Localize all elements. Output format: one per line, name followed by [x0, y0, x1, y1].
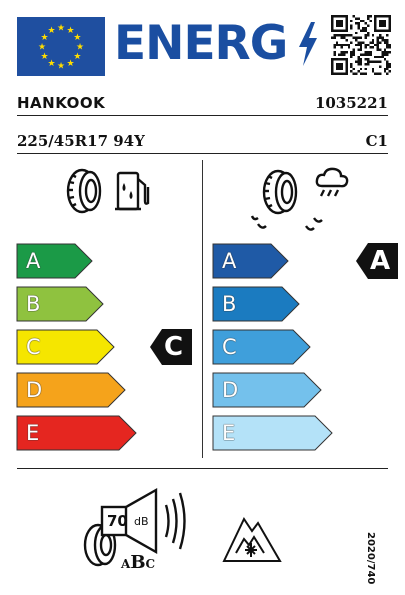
eu-star: ★	[47, 26, 56, 37]
noise-class-b: B	[130, 552, 146, 573]
wet-grip-indicator-label: A	[370, 246, 391, 276]
eu-star: ★	[56, 61, 66, 72]
noise-class-a: A	[121, 557, 131, 571]
divider-line	[17, 153, 388, 154]
wet-bar-label: B	[222, 292, 237, 316]
fuel-bar-c	[17, 330, 115, 364]
fuel-bar-label: A	[26, 249, 41, 273]
eu-star: ★	[66, 26, 75, 37]
tyre-size: 225/45R17 94Y	[17, 132, 145, 150]
eu-flag-icon	[17, 17, 105, 76]
divider-line	[17, 115, 388, 116]
fuel-bar-a	[17, 244, 93, 278]
fuel-bar-b	[17, 287, 104, 321]
wet-grip-indicator	[356, 243, 398, 279]
eu-star: ★	[37, 42, 47, 53]
eu-star: ★	[40, 33, 49, 43]
fuel-bar-label: B	[26, 292, 41, 316]
eu-star: ★	[75, 42, 85, 53]
noise-class-c: C	[145, 557, 156, 571]
wet-bar-label: A	[222, 249, 237, 273]
column-divider	[202, 160, 203, 458]
eu-star: ★	[73, 33, 82, 43]
fuel-bar-label: C	[26, 335, 41, 359]
noise-unit: dB	[134, 515, 149, 528]
energy-title: ENERG	[114, 16, 288, 71]
eu-star: ★	[66, 58, 75, 69]
brand-name: HANKOOK	[17, 94, 106, 112]
article-number: 1035221	[314, 94, 388, 112]
mountain-snowflake-icon	[222, 513, 282, 563]
fuel-bar-label: E	[26, 421, 40, 445]
noise-value: 70	[107, 512, 128, 530]
fuel-class-indicator	[150, 329, 192, 365]
tyre-fuel-pump-icon	[60, 167, 155, 215]
eu-star: ★	[47, 58, 56, 69]
fuel-bar-label: D	[26, 378, 43, 402]
fuel-bar-e	[17, 416, 137, 450]
wet-bar-c	[213, 330, 311, 364]
wet-bar-label: D	[222, 378, 239, 402]
wet-bar-label: C	[222, 335, 237, 359]
tyre-class: C1	[365, 132, 388, 150]
wet-bar-label: E	[222, 421, 236, 445]
noise-class	[121, 552, 155, 573]
eu-star: ★	[40, 52, 49, 62]
wet-bar-a	[213, 244, 289, 278]
fuel-class-indicator-label: C	[164, 332, 184, 362]
tyre-rain-cloud-icon	[244, 166, 356, 236]
regulation-number: 2020/740	[365, 532, 376, 585]
fuel-bar-d	[17, 373, 126, 407]
eu-star: ★	[73, 52, 82, 62]
divider-line	[17, 468, 388, 469]
eu-star: ★	[56, 23, 66, 34]
wet-bar-b	[213, 287, 300, 321]
wet-bar-d	[213, 373, 322, 407]
lightning-bolt-icon	[297, 22, 319, 66]
wet-bar-e	[213, 416, 333, 450]
qr-code-icon	[331, 15, 391, 75]
